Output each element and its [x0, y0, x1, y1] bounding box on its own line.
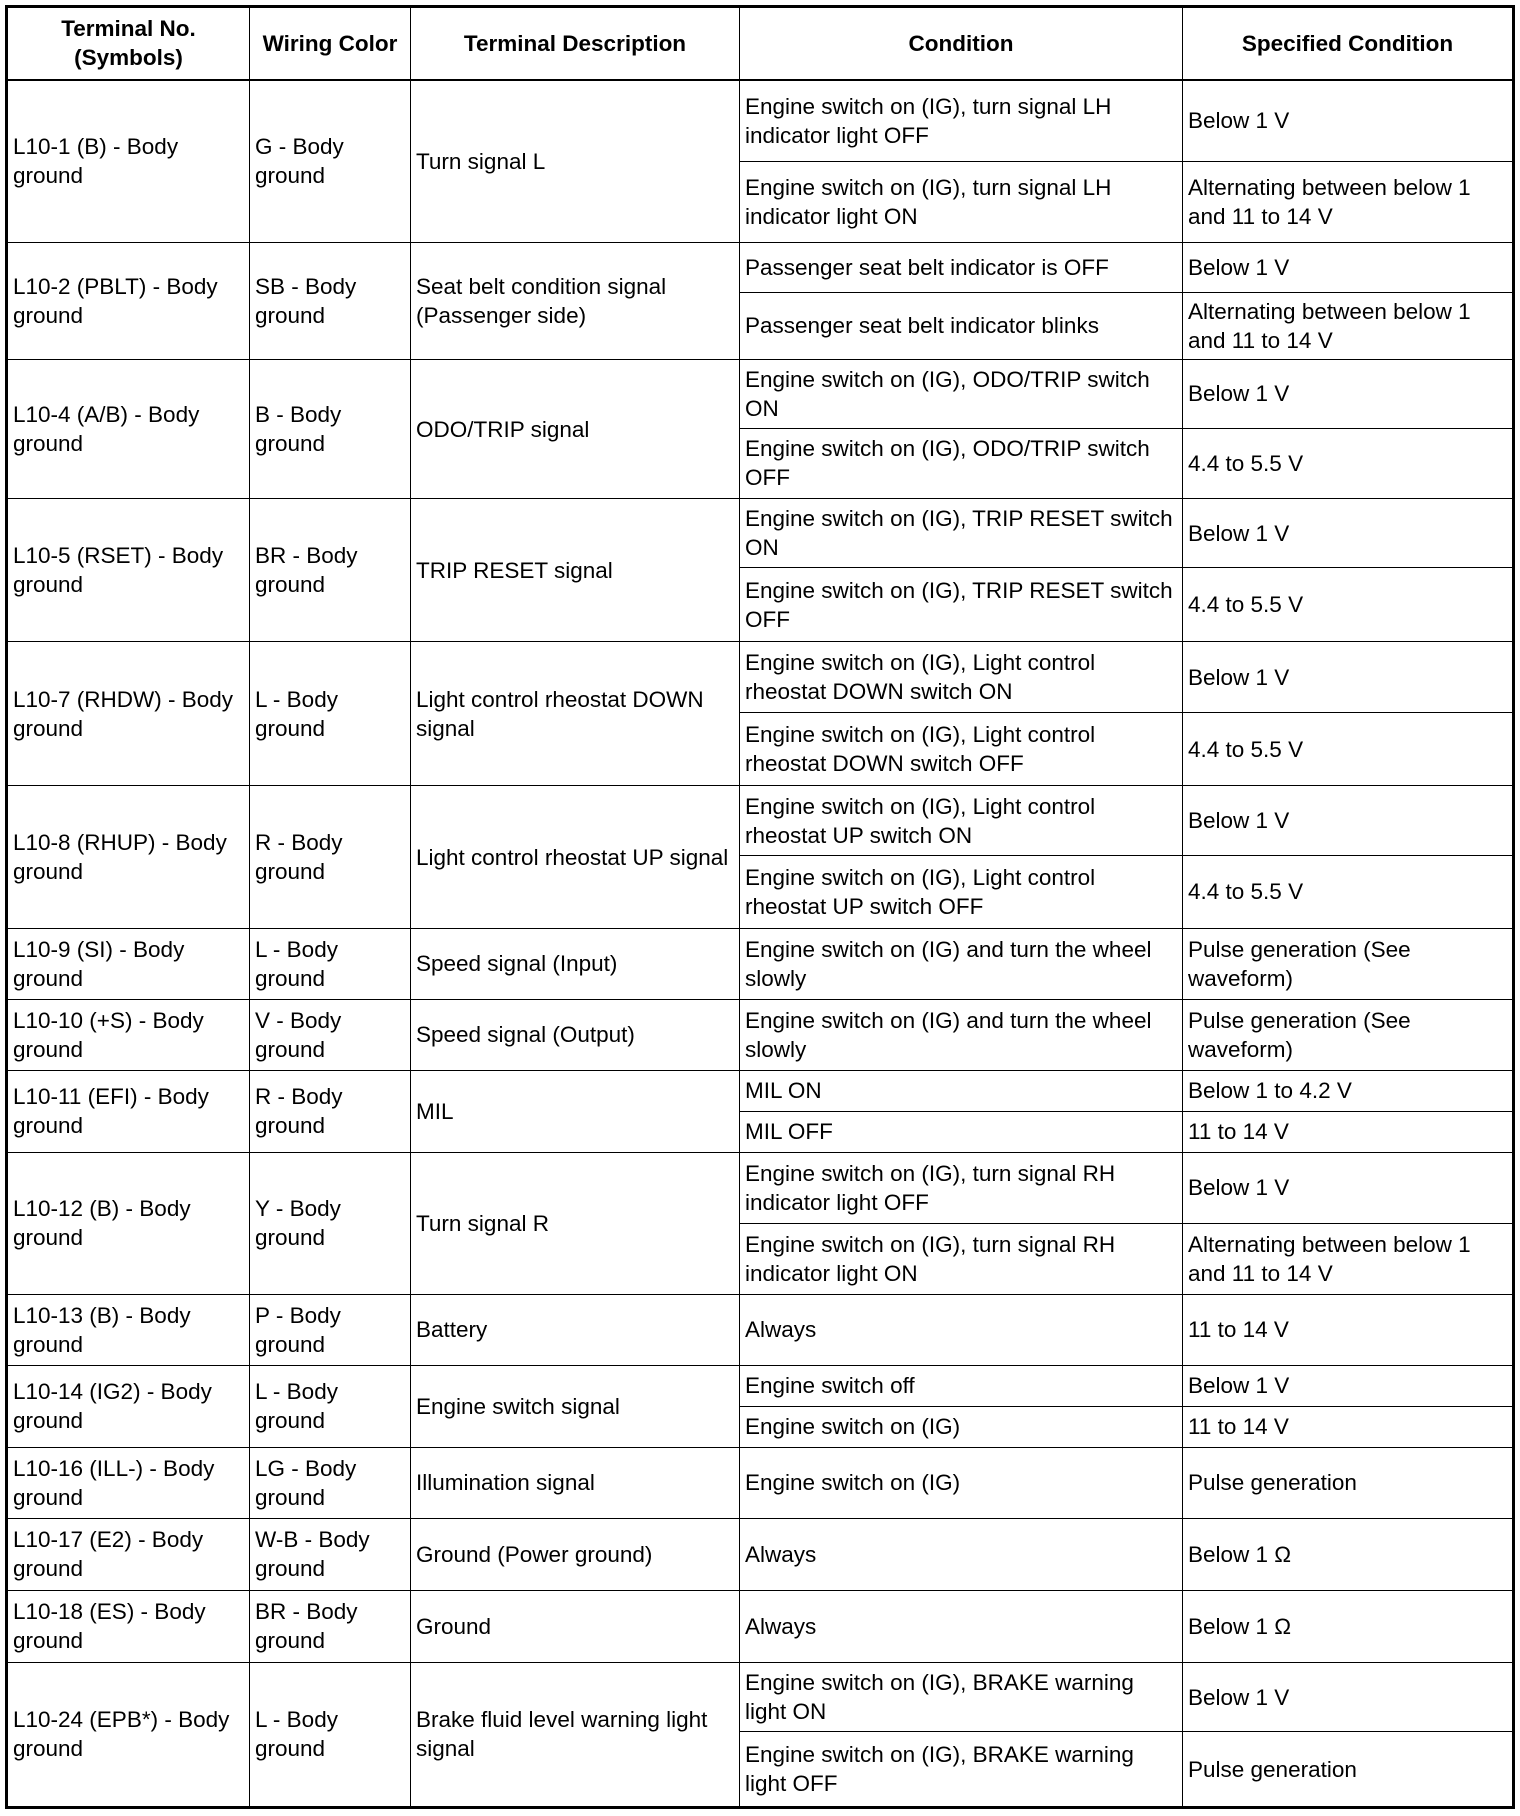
specified-condition-cell: Alternating between below 1 and 11 to 14 V: [1183, 292, 1514, 359]
description-cell: Turn signal R: [411, 1153, 740, 1295]
terminal-cell: L10-9 (SI) - Body ground: [7, 929, 250, 1000]
table-row: [7, 1365, 1514, 1406]
specified-condition-cell: 11 to 14 V: [1183, 1294, 1514, 1365]
specified-condition-cell: 4.4 to 5.5 V: [1183, 567, 1514, 641]
condition-cell: Engine switch on (IG), Light control rheostat UP switch ON: [740, 786, 1183, 856]
wiring-color-cell: R - Body ground: [250, 1070, 411, 1152]
description-cell: Turn signal L: [411, 80, 740, 243]
description-cell: Ground: [411, 1590, 740, 1662]
specified-condition-cell: Pulse generation (See waveform): [1183, 929, 1514, 1000]
description-cell: Seat belt condition signal (Passenger side): [411, 243, 740, 360]
specified-condition-cell: Below 1 V: [1183, 80, 1514, 162]
terminal-cell: L10-7 (RHDW) - Body ground: [7, 642, 250, 786]
condition-cell: Passenger seat belt indicator blinks: [740, 292, 1183, 359]
specified-condition-cell: 11 to 14 V: [1183, 1406, 1514, 1447]
specified-condition-cell: Below 1 V: [1183, 786, 1514, 856]
condition-cell: Engine switch on (IG): [740, 1406, 1183, 1447]
specified-condition-cell: Below 1 V: [1183, 243, 1514, 292]
specified-condition-cell: 4.4 to 5.5 V: [1183, 855, 1514, 928]
table-row: [7, 1662, 1514, 1732]
condition-cell: Always: [740, 1590, 1183, 1662]
condition-cell: MIL ON: [740, 1070, 1183, 1111]
condition-cell: Engine switch on (IG), turn signal LH indicator light ON: [740, 162, 1183, 243]
header-specified-condition: Specified Condition: [1183, 7, 1514, 80]
table-row: [7, 929, 1514, 1000]
wiring-color-cell: BR - Body ground: [250, 499, 411, 642]
specified-condition-cell: 11 to 14 V: [1183, 1111, 1514, 1152]
condition-cell: Always: [740, 1518, 1183, 1590]
specified-condition-cell: Pulse generation: [1183, 1732, 1514, 1808]
terminal-cell: L10-2 (PBLT) - Body ground: [7, 243, 250, 360]
table-row: [7, 642, 1514, 713]
condition-cell: Engine switch on (IG), TRIP RESET switch OFF: [740, 567, 1183, 641]
table-row: [7, 1518, 1514, 1590]
header-condition: Condition: [740, 7, 1183, 80]
condition-cell: Engine switch on (IG), BRAKE warning light ON: [740, 1662, 1183, 1732]
condition-cell: Engine switch on (IG), TRIP RESET switch ON: [740, 499, 1183, 568]
condition-cell: Engine switch on (IG), ODO/TRIP switch ON: [740, 359, 1183, 428]
description-cell: Battery: [411, 1294, 740, 1365]
condition-cell: Engine switch on (IG), turn signal RH indicator light ON: [740, 1223, 1183, 1294]
condition-cell: Engine switch on (IG), Light control rheostat UP switch OFF: [740, 855, 1183, 928]
wiring-color-cell: L - Body ground: [250, 1365, 411, 1447]
header-wiring-color: Wiring Color: [250, 7, 411, 80]
wiring-color-cell: L - Body ground: [250, 1662, 411, 1807]
specified-condition-cell: Below 1 V: [1183, 642, 1514, 713]
header-terminal-description: Terminal Description: [411, 7, 740, 80]
wiring-color-cell: R - Body ground: [250, 786, 411, 929]
wiring-color-cell: BR - Body ground: [250, 1590, 411, 1662]
table-row: [7, 999, 1514, 1070]
description-cell: Ground (Power ground): [411, 1518, 740, 1590]
specified-condition-cell: Below 1 V: [1183, 1365, 1514, 1406]
wiring-color-cell: G - Body ground: [250, 80, 411, 243]
specified-condition-cell: Below 1 V: [1183, 1153, 1514, 1224]
specified-condition-cell: Below 1 V: [1183, 359, 1514, 428]
condition-cell: Always: [740, 1294, 1183, 1365]
terminal-cell: L10-4 (A/B) - Body ground: [7, 359, 250, 498]
table-row: [7, 359, 1514, 428]
terminal-cell: L10-17 (E2) - Body ground: [7, 1518, 250, 1590]
wiring-color-cell: L - Body ground: [250, 642, 411, 786]
wiring-color-cell: LG - Body ground: [250, 1447, 411, 1518]
specified-condition-cell: Alternating between below 1 and 11 to 14 V: [1183, 162, 1514, 243]
specified-condition-cell: Below 1 to 4.2 V: [1183, 1070, 1514, 1111]
specified-condition-cell: Below 1 V: [1183, 499, 1514, 568]
terminal-cell: L10-10 (+S) - Body ground: [7, 999, 250, 1070]
condition-cell: Engine switch off: [740, 1365, 1183, 1406]
table-row: [7, 499, 1514, 568]
specified-condition-cell: 4.4 to 5.5 V: [1183, 713, 1514, 786]
description-cell: Light control rheostat DOWN signal: [411, 642, 740, 786]
condition-cell: Engine switch on (IG), Light control rheostat DOWN switch OFF: [740, 713, 1183, 786]
terminal-cell: L10-5 (RSET) - Body ground: [7, 499, 250, 642]
specified-condition-cell: Below 1 V: [1183, 1662, 1514, 1732]
wiring-color-cell: W-B - Body ground: [250, 1518, 411, 1590]
specified-condition-cell: Below 1 Ω: [1183, 1590, 1514, 1662]
description-cell: ODO/TRIP signal: [411, 359, 740, 498]
condition-cell: MIL OFF: [740, 1111, 1183, 1152]
table-row: [7, 1153, 1514, 1224]
header-row: [7, 7, 1514, 80]
table-row: [7, 1070, 1514, 1111]
terminal-cell: L10-16 (ILL-) - Body ground: [7, 1447, 250, 1518]
specified-condition-cell: Below 1 Ω: [1183, 1518, 1514, 1590]
terminal-cell: L10-14 (IG2) - Body ground: [7, 1365, 250, 1447]
condition-cell: Engine switch on (IG): [740, 1447, 1183, 1518]
terminal-cell: L10-13 (B) - Body ground: [7, 1294, 250, 1365]
terminal-table: [5, 5, 1515, 1809]
terminal-cell: L10-24 (EPB*) - Body ground: [7, 1662, 250, 1807]
specified-condition-cell: Alternating between below 1 and 11 to 14 V: [1183, 1223, 1514, 1294]
description-cell: Speed signal (Output): [411, 999, 740, 1070]
header-terminal: Terminal No. (Symbols): [7, 7, 250, 80]
description-cell: Light control rheostat UP signal: [411, 786, 740, 929]
terminal-cell: L10-11 (EFI) - Body ground: [7, 1070, 250, 1152]
condition-cell: Engine switch on (IG), BRAKE warning light OFF: [740, 1732, 1183, 1808]
wiring-color-cell: P - Body ground: [250, 1294, 411, 1365]
description-cell: Engine switch signal: [411, 1365, 740, 1447]
wiring-color-cell: Y - Body ground: [250, 1153, 411, 1295]
terminal-cell: L10-18 (ES) - Body ground: [7, 1590, 250, 1662]
condition-cell: Engine switch on (IG), turn signal LH indicator light OFF: [740, 80, 1183, 162]
description-cell: Illumination signal: [411, 1447, 740, 1518]
terminal-cell: L10-12 (B) - Body ground: [7, 1153, 250, 1295]
condition-cell: Engine switch on (IG) and turn the wheel slowly: [740, 929, 1183, 1000]
description-cell: TRIP RESET signal: [411, 499, 740, 642]
description-cell: MIL: [411, 1070, 740, 1152]
wiring-color-cell: L - Body ground: [250, 929, 411, 1000]
table-row: [7, 1590, 1514, 1662]
condition-cell: Engine switch on (IG), Light control rheostat DOWN switch ON: [740, 642, 1183, 713]
table-row: [7, 786, 1514, 856]
table-row: [7, 1294, 1514, 1365]
specified-condition-cell: 4.4 to 5.5 V: [1183, 428, 1514, 499]
specified-condition-cell: Pulse generation (See waveform): [1183, 999, 1514, 1070]
specified-condition-cell: Pulse generation: [1183, 1447, 1514, 1518]
condition-cell: Passenger seat belt indicator is OFF: [740, 243, 1183, 292]
description-cell: Speed signal (Input): [411, 929, 740, 1000]
wiring-color-cell: SB - Body ground: [250, 243, 411, 360]
condition-cell: Engine switch on (IG), ODO/TRIP switch OFF: [740, 428, 1183, 499]
table-row: [7, 80, 1514, 162]
wiring-color-cell: V - Body ground: [250, 999, 411, 1070]
terminal-cell: L10-8 (RHUP) - Body ground: [7, 786, 250, 929]
description-cell: Brake fluid level warning light signal: [411, 1662, 740, 1807]
table-row: [7, 243, 1514, 292]
condition-cell: Engine switch on (IG), turn signal RH indicator light OFF: [740, 1153, 1183, 1224]
table-body: [7, 80, 1514, 1808]
table-row: [7, 1447, 1514, 1518]
terminal-cell: L10-1 (B) - Body ground: [7, 80, 250, 243]
wiring-color-cell: B - Body ground: [250, 359, 411, 498]
condition-cell: Engine switch on (IG) and turn the wheel slowly: [740, 999, 1183, 1070]
